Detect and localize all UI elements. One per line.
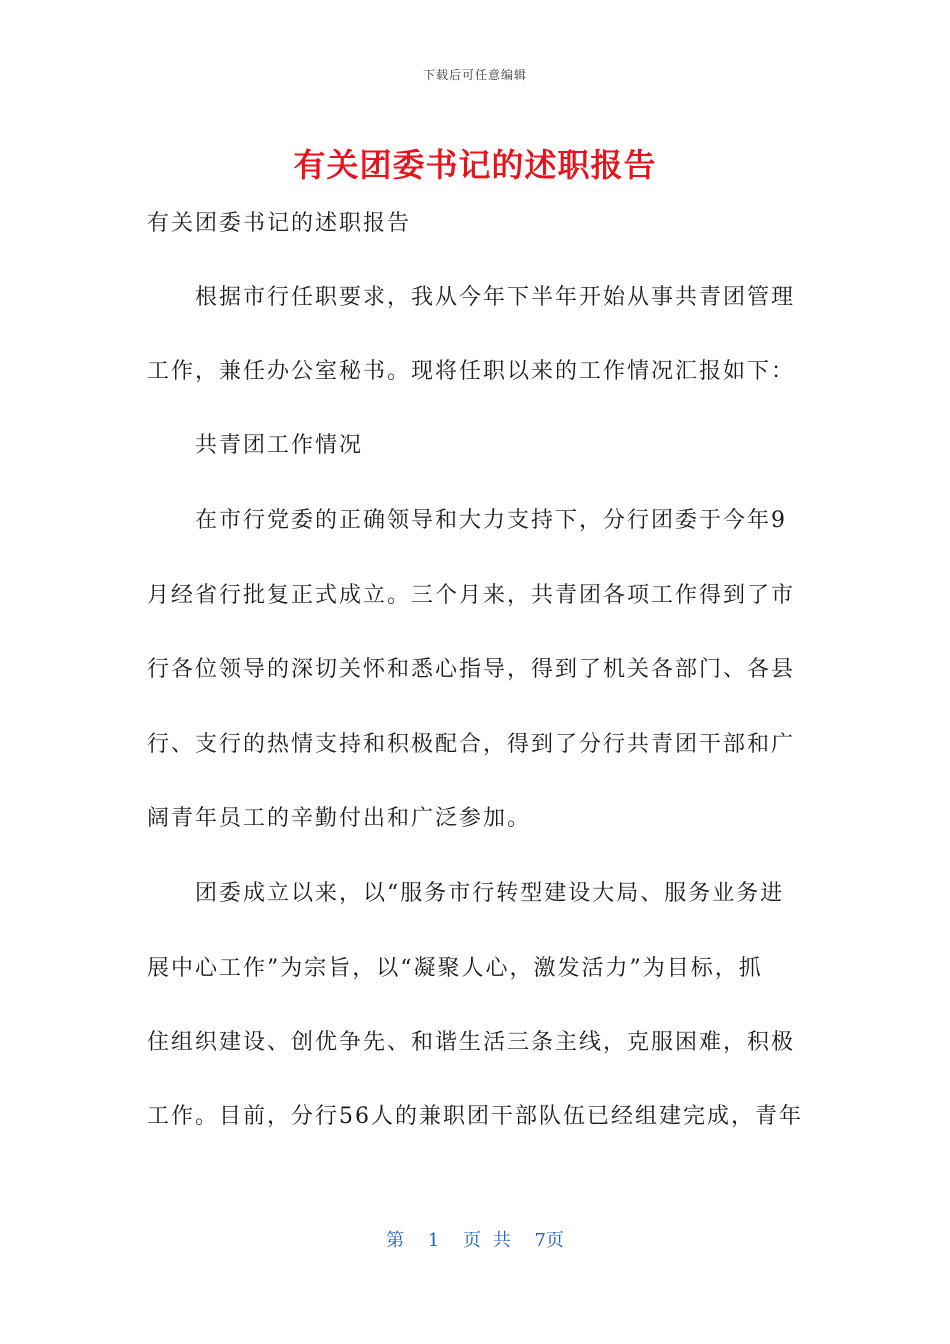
body-line: 行各位领导的深切关怀和悉心指导，得到了机关各部门、各县 [147,657,796,682]
header-note: 下载后可任意编辑 [422,68,527,82]
footer-total-pages: 7页 [534,1230,564,1251]
footer-prefix: 第 [386,1230,405,1251]
footer-middle: 页 共 [463,1230,511,1251]
body-line: 工作，兼任办公室秘书。现将任职以来的工作情况汇报如下： [147,359,796,384]
body-line: 住组织建设、创优争先、和谐生活三条主线，克服困难，积极 [147,1030,796,1055]
footer-current-page: 1 [427,1230,440,1251]
body-line: 月经省行批复正式成立。三个月来，共青团各项工作得到了市 [147,583,796,608]
document-title: 有关团委书记的述职报告 [293,146,657,184]
body-line: 团委成立以来，以“服务市行转型建设大局、服务业务进 [147,881,785,906]
body-line: 有关团委书记的述职报告 [147,211,412,236]
body-line: 阔青年员工的辛勤付出和广泛参加。 [147,806,532,831]
body-line: 在市行党委的正确领导和大力支持下，分行团委于今年9 [147,508,787,533]
body-line: 根据市行任职要求，我从今年下半年开始从事共青团管理 [147,285,796,310]
body-line: 工作。目前，分行56人的兼职团干部队伍已经组建完成，青年 [147,1104,803,1129]
body-line: 行、支行的热情支持和积极配合，得到了分行共青团干部和广 [147,732,796,757]
body-line: 共青团工作情况 [147,433,364,458]
body-line: 展中心工作”为宗旨，以“凝聚人心，激发活力”为目标，抓 [147,956,763,981]
page-footer [0,1226,950,1252]
